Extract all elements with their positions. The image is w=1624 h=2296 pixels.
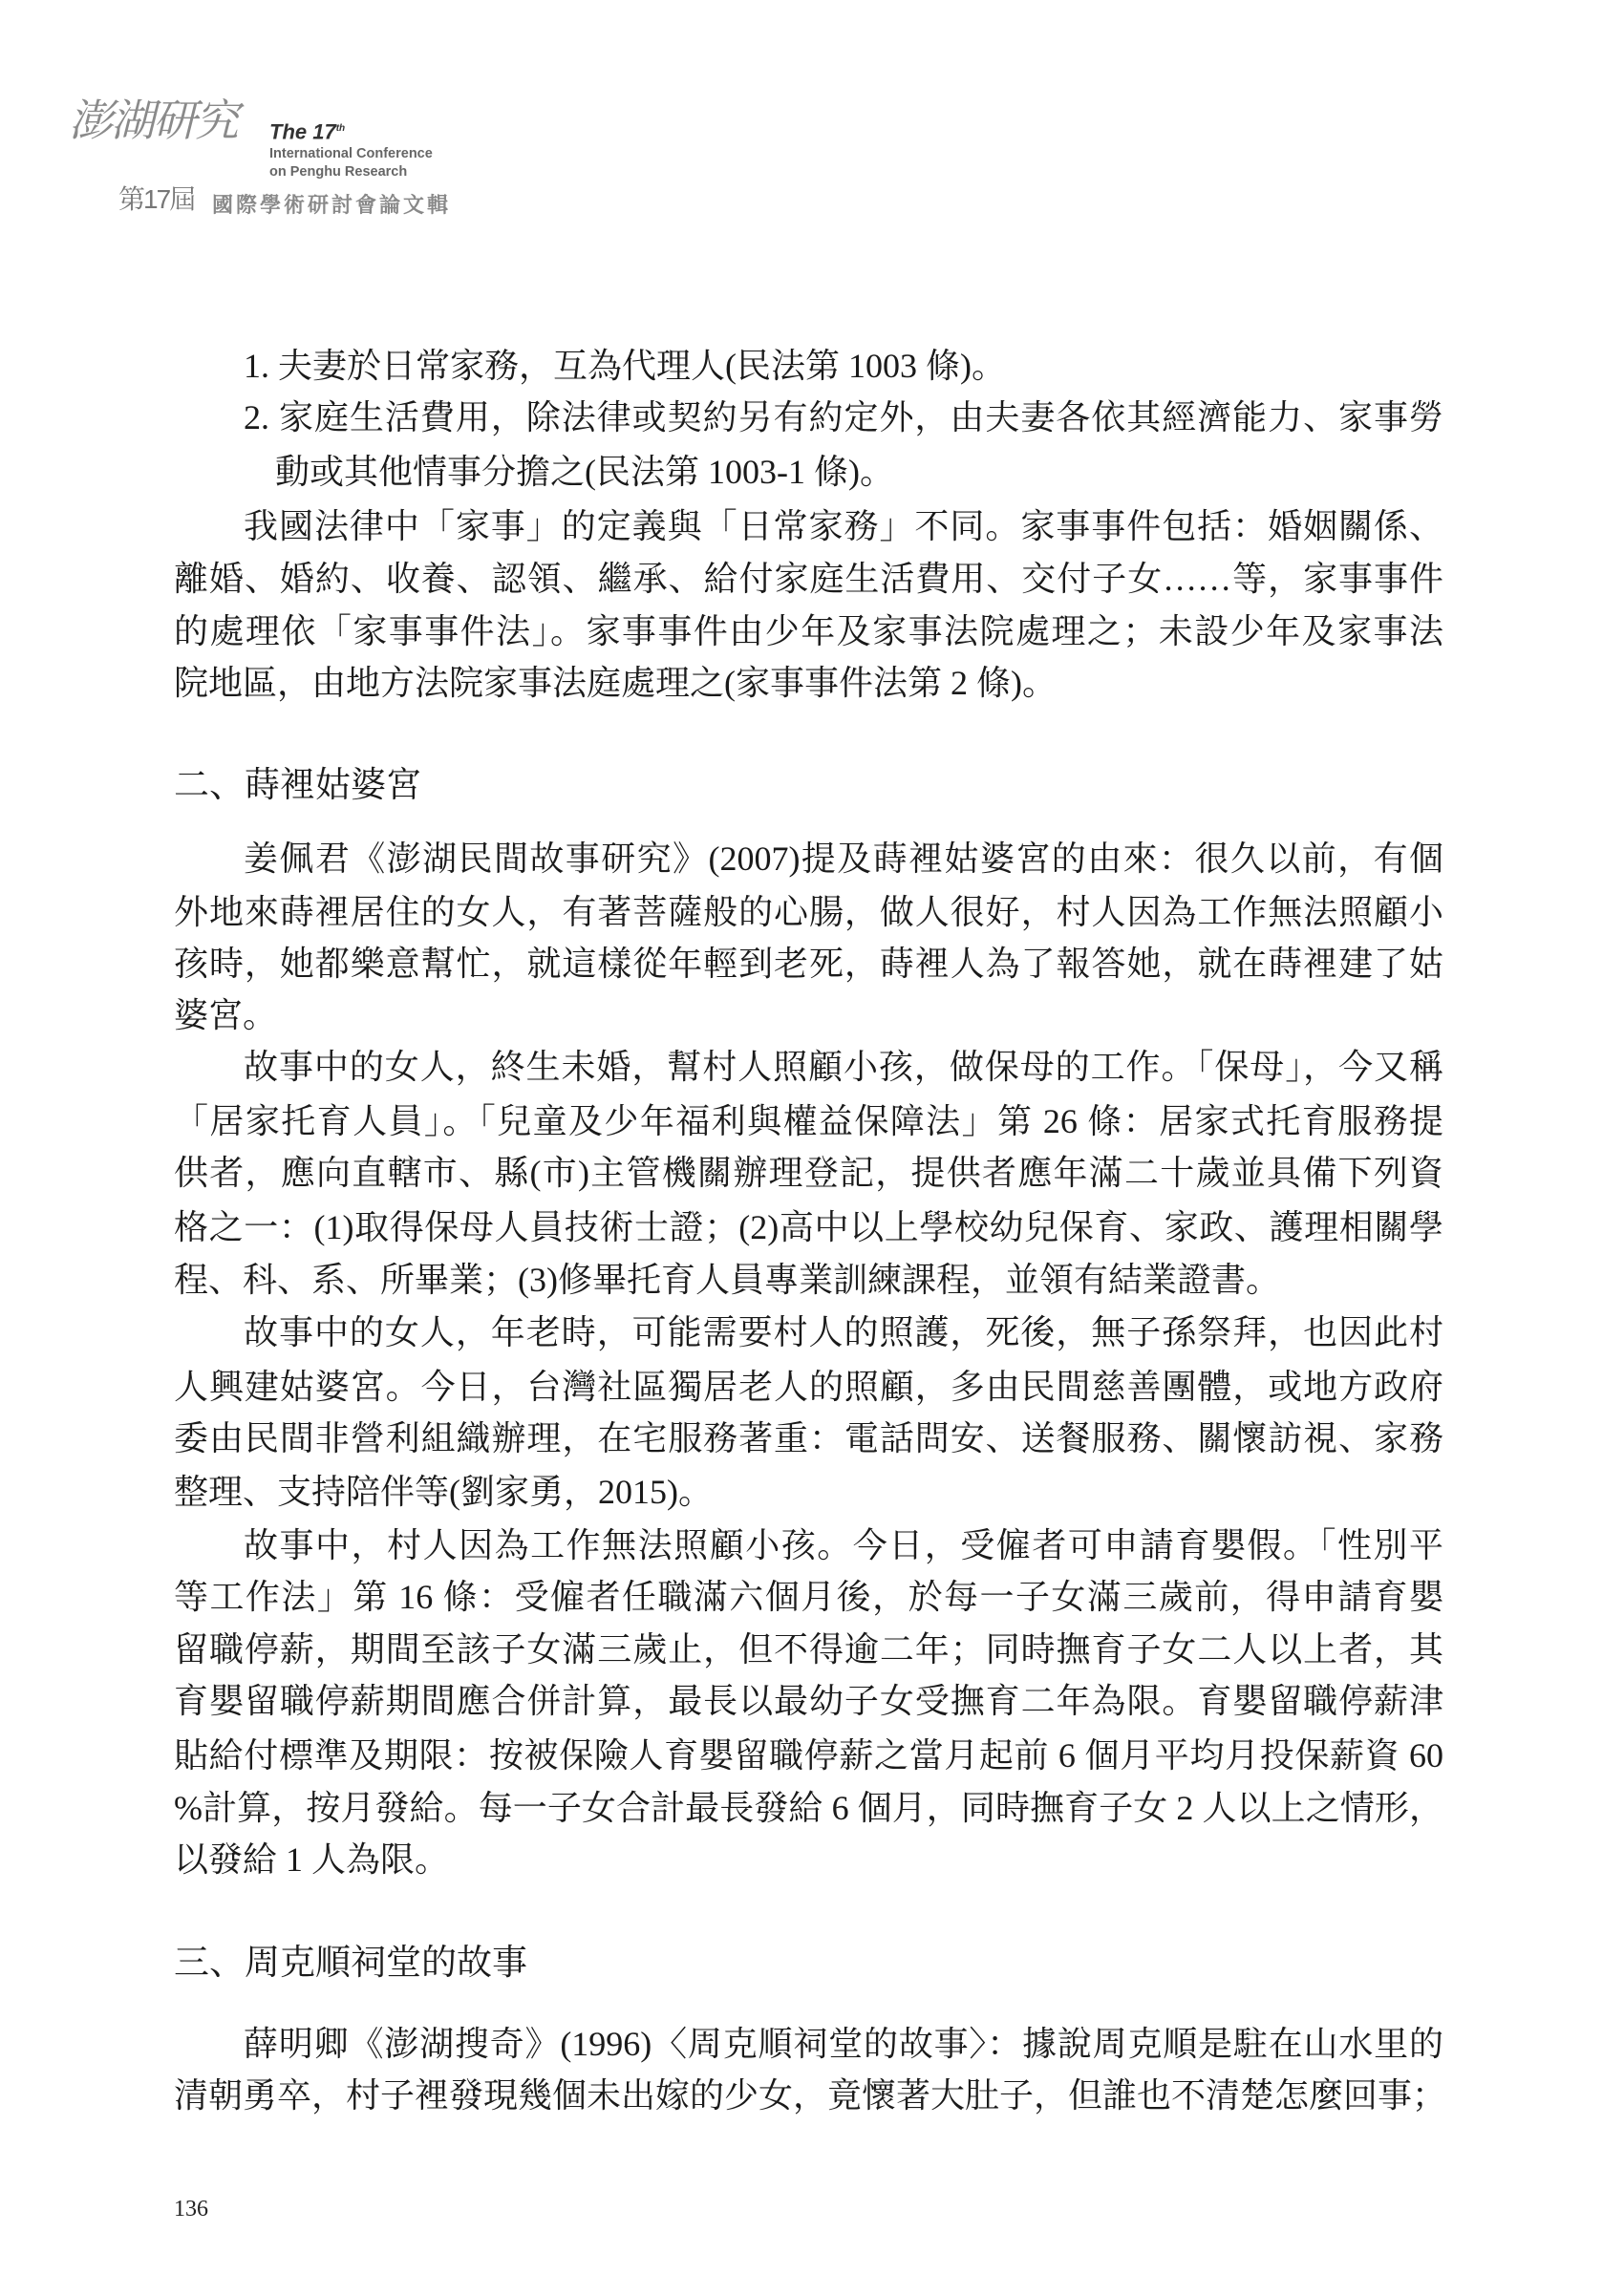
text-line: 以發給 1 人為限。: [174, 1840, 450, 1879]
text-line: 離婚、婚約、收養、認領、繼承、給付家庭生活費用、交付子女……等，家事事件: [174, 560, 1443, 598]
text-line: 程、科、系、所畢業；(3)修畢托育人員專業訓練課程，並領有結業證書。: [174, 1261, 1280, 1299]
text-line: 2. 家庭生活費用，除法律或契約另有約定外，由夫妻各依其經濟能力、家事勞: [244, 398, 1443, 436]
logo-the-sup: th: [335, 123, 346, 134]
text-line: 委由民間非營利組織辦理，在宅服務著重：電話問安、送餐服務、關懷訪視、家務: [174, 1419, 1443, 1457]
logo-conference-line2: on Penghu Research: [269, 164, 408, 180]
text-line: 格之一：(1)取得保母人員技術士證；(2)高中以上學校幼兒保育、家政、護理相關學: [174, 1208, 1443, 1246]
text-line: 外地來蒔裡居住的女人，有著菩薩般的心腸，做人很好，村人因為工作無法照顧小: [174, 893, 1443, 931]
text-line: 整理、支持陪伴等(劉家勇，2015)。: [174, 1473, 713, 1511]
page-number: 136: [174, 2197, 208, 2222]
text-line: 育嬰留職停薪期間應合併計算，最長以最幼子女受撫育二年為限。育嬰留職停薪津: [174, 1682, 1443, 1720]
text-line: 等工作法」第 16 條：受僱者任職滿六個月後，於每一子女滿三歲前，得申請育嬰: [174, 1578, 1443, 1616]
text-line: 薛明卿《澎湖搜奇》(1996)〈周克順祠堂的故事〉：據說周克順是駐在山水里的: [244, 2025, 1443, 2063]
text-line: 我國法律中「家事」的定義與「日常家務」不同。家事事件包括：婚姻關係、: [244, 507, 1443, 545]
logo-edition-zh: 第17屆: [118, 184, 195, 214]
text-line: 故事中，村人因為工作無法照顧小孩。今日，受僱者可申請育嬰假。「性別平: [244, 1526, 1443, 1564]
text-line: 故事中的女人，終生未婚，幫村人照顧小孩，做保母的工作。「保母」，今又稱: [244, 1048, 1443, 1086]
section-heading-text: 三、周克順祠堂的故事: [174, 1944, 527, 1983]
text-line: 動或其他情事分擔之(民法第 1003-1 條)。: [275, 453, 894, 491]
logo-conference-line1: International Conference: [269, 146, 433, 161]
text-line: 清朝勇卒，村子裡發現幾個未出嫁的少女，竟懷著大肚子，但誰也不清楚怎麼回事；: [174, 2076, 1447, 2115]
text-line: 留職停薪，期間至該子女滿三歲止，但不得逾二年；同時撫育子女二人以上者，其: [174, 1630, 1443, 1669]
logo-edition-en: [269, 117, 345, 144]
text-line: 婆宮。: [174, 996, 278, 1034]
text-line: 的處理依「家事事件法」。家事事件由少年及家事法院處理之；未設少年及家事法: [174, 612, 1443, 650]
logo-calligraphy: 澎湖研究: [69, 95, 237, 146]
text-line: 供者，應向直轄市、縣(市)主管機關辦理登記，提供者應年滿二十歲並具備下列資: [174, 1154, 1443, 1192]
logo-the-label: The 17: [269, 119, 336, 144]
text-line: 院地區，由地方法院家事法庭處理之(家事事件法第 2 條)。: [174, 664, 1057, 702]
text-line: 1. 夫妻於日常家務，互為代理人(民法第 1003 條)。: [244, 347, 1006, 385]
text-line: 姜佩君《澎湖民間故事研究》(2007)提及蒔裡姑婆宮的由來：很久以前，有個: [244, 840, 1443, 878]
text-line: 貼給付標準及期限：按被保險人育嬰留職停薪之當月起前 6 個月平均月投保薪資 60: [174, 1736, 1443, 1775]
text-line: 故事中的女人，年老時，可能需要村人的照護，死後，無子孫祭拜，也因此村: [244, 1313, 1443, 1351]
text-line: %計算，按月發給。每一子女合計最長發給 6 個月，同時撫育子女 2 人以上之情形，: [174, 1789, 1443, 1827]
text-line: 「居家托育人員」。「兒童及少年福利與權益保障法」第 26 條：居家式托育服務提: [174, 1102, 1443, 1140]
text-line: 人興建姑婆宮。今日，台灣社區獨居老人的照顧，多由民間慈善團體，或地方政府: [174, 1368, 1443, 1406]
text-line: 孩時，她都樂意幫忙，就這樣從年輕到老死，蒔裡人為了報答她，就在蒔裡建了姑: [174, 945, 1443, 983]
section-heading-text: 二、蒔裡姑婆宮: [174, 766, 421, 805]
logo-subtitle: 國際學術研討會論文輯: [212, 193, 452, 217]
